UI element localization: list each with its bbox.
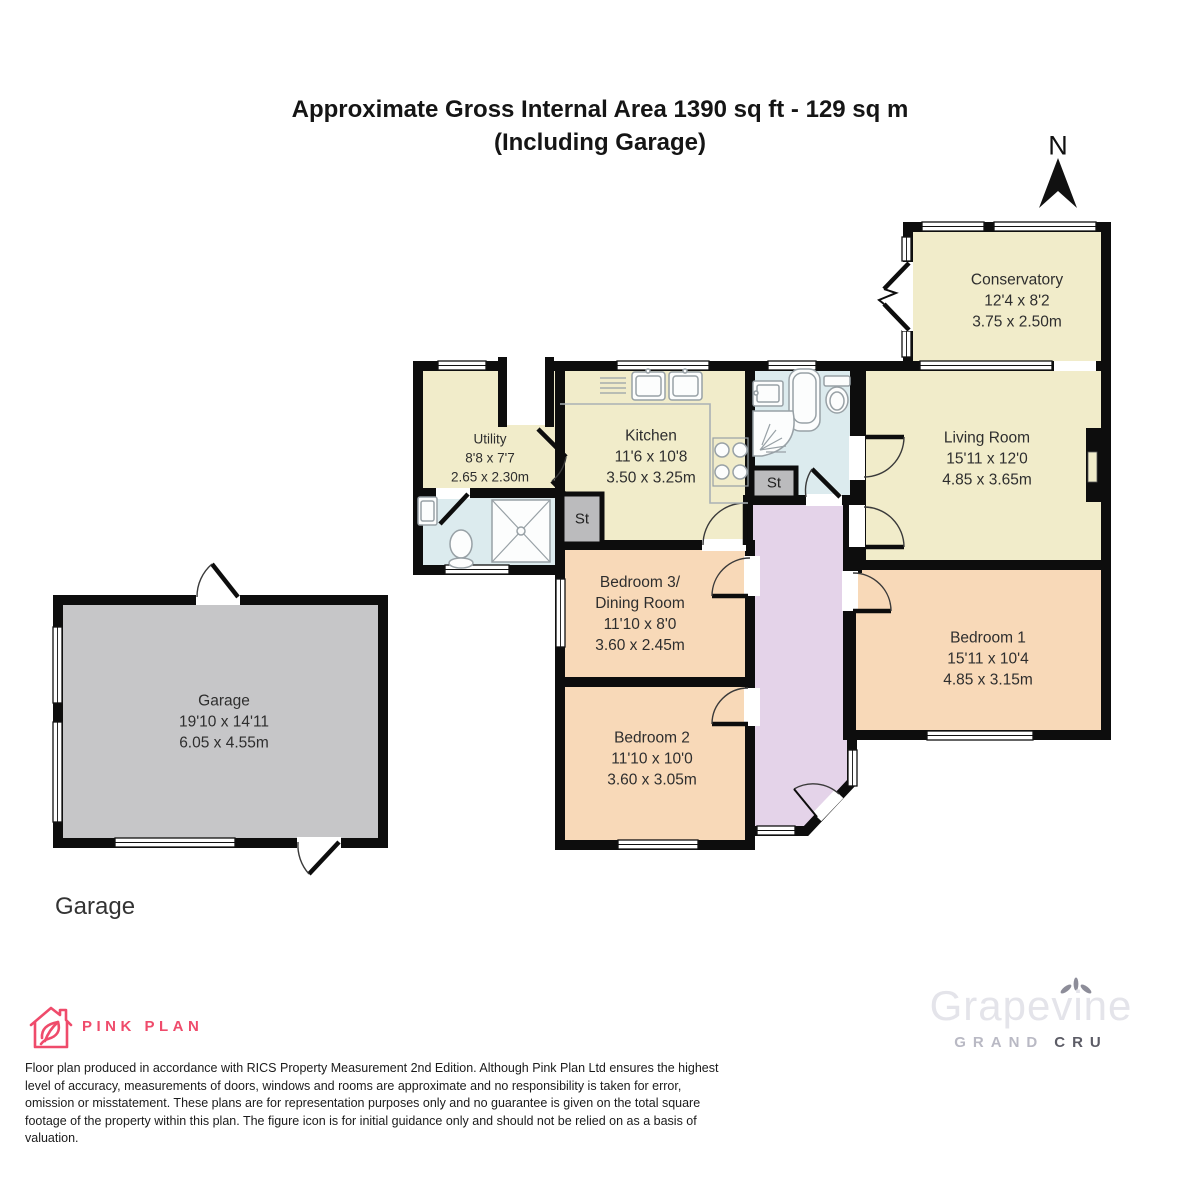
label-conservatory: Conservatory 12'4 x 8'2 3.75 x 2.50m — [970, 271, 1064, 331]
label-kitchen: Kitchen 11'6 x 10'8 3.50 x 3.25m — [606, 427, 696, 487]
chimney-breast — [1086, 428, 1106, 502]
label-utility: Utility 8'8 x 7'7 2.65 x 2.30m — [450, 431, 530, 485]
pink-plan-brand: PINK PLAN — [82, 1018, 204, 1035]
north-label: N — [1048, 130, 1068, 161]
kitchen-sink2-icon — [669, 369, 702, 400]
label-storage-2: St — [766, 474, 782, 492]
utility-entrance-recess — [498, 357, 554, 427]
toilet-icon — [824, 376, 850, 413]
disclaimer-text: Floor plan produced in accordance with RICS Property Measurement 2nd Edition. Although Pink Plan Ltd ensures the highest level of accuracy, measurements of doors, windows and rooms are approximate and no responsibility is taken for error, omission or misstatement. These plans are for representation purposes only and no guarantee is given on the total square footage of the property within this plan. The figure icon is for initial guidance only and should not be relied on as a basis of valuation. — [25, 1061, 719, 1145]
north-arrow-icon — [1039, 158, 1077, 208]
agency-name: Grapevine — [929, 982, 1133, 1029]
label-living-room: Living Room 15'11 x 12'0 4.85 x 3.65m — [942, 429, 1032, 489]
agency-logo — [918, 982, 1144, 1051]
garage-caption: Garage — [55, 893, 136, 920]
label-bedroom3: Bedroom 3/ Dining Room 11'10 x 8'0 3.60 x 2.45m — [595, 574, 685, 654]
toilet-icon — [449, 530, 473, 568]
label-bedroom1: Bedroom 1 15'11 x 10'4 4.85 x 3.15m — [943, 629, 1033, 689]
page-title: Approximate Gross Internal Area 1390 sq ft - 129 sq m — [291, 96, 909, 123]
page-subtitle: (Including Garage) — [493, 129, 706, 156]
shower-icon — [492, 500, 550, 562]
label-garage: Garage 19'10 x 14'11 6.05 x 4.55m — [178, 692, 270, 752]
kitchen-sink-icon — [632, 369, 665, 400]
room-hall-floor — [748, 500, 852, 831]
pink-plan-logo-icon — [27, 1004, 75, 1052]
agency-tagline: GRAND CRU — [954, 1034, 1108, 1051]
label-storage-1: St — [574, 510, 590, 528]
conservatory-french-doors — [879, 262, 913, 331]
basin-icon — [753, 381, 783, 406]
basin-icon — [418, 497, 437, 525]
opening-conservatory-living — [1054, 361, 1096, 371]
label-bedroom2: Bedroom 2 11'10 x 10'0 3.60 x 3.05m — [607, 729, 697, 789]
